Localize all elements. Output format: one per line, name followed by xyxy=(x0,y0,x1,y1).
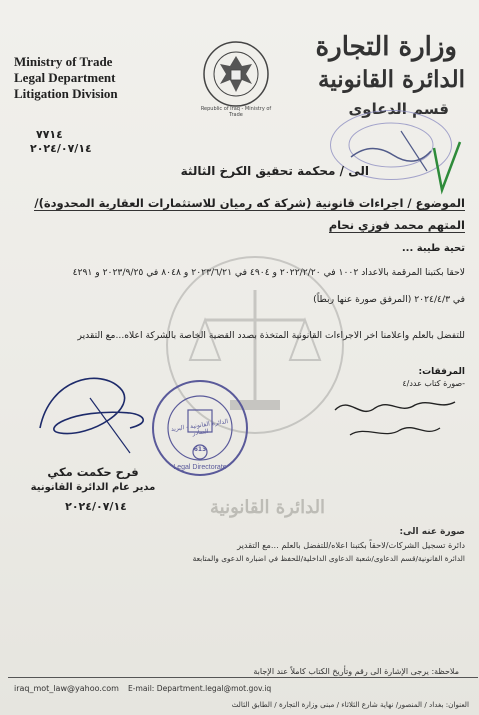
recipient-line: الى / محكمة تحقيق الكرخ الثالثة xyxy=(180,164,369,178)
stamp-text-ar: الدائرة القانونية - البريد الصادر xyxy=(170,418,229,438)
reference-date: ٢٠٢٤/٠٧/١٤ xyxy=(30,142,92,155)
department-name-en: Legal Department xyxy=(14,70,116,85)
subject-line xyxy=(15,192,465,236)
ministry-name-ar: وزارة التجارة xyxy=(315,32,457,62)
attachments-label: المرفقات: xyxy=(418,367,465,377)
body-line-2: في ٢٠٢٤/٤/٣ (المرفق صورة عنها ربطاً) xyxy=(313,294,465,305)
copies-label: صورة عنه الى: xyxy=(399,527,465,537)
department-name-ar: الدائرة القانونية xyxy=(317,66,465,93)
footer-address: العنوان: بغداد / المنصور/ نهاية شارع الثلاثاء / مبنى وزارة التجارة / الطابق الثالث xyxy=(231,700,469,709)
green-checkmark-icon xyxy=(432,138,462,198)
footer-email-yahoo: iraq_mot_law@yahoo.com xyxy=(14,684,119,693)
eagle-emblem-icon xyxy=(202,40,270,108)
stamp-number: 613 xyxy=(193,446,207,453)
stamp-text-en: Legal Directorate xyxy=(173,464,227,471)
attachments-item: -صورة كتاب عدد/٤ xyxy=(402,379,465,388)
reference-number: ٧٧١٤ xyxy=(36,128,63,141)
handwritten-signature-left-icon xyxy=(30,358,160,458)
emblem-caption: Republic of Iraq - Ministry of Trade xyxy=(200,106,272,118)
footer-email-gov: E-mail: Department.legal@mot.gov.iq xyxy=(128,684,272,693)
outgoing-mail-stamp xyxy=(150,378,250,478)
ministry-name-en: Ministry of Trade xyxy=(14,54,113,69)
signatory-title: مدير عام الدائرة القانونية xyxy=(30,482,156,493)
copies-item-2: الدائرة القانونية/قسم الدعاوى/شعبة الدعاوى الداخلية/للحفظ في اضبارة الدعوى والمتابعة xyxy=(192,554,465,563)
department-watermark: الدائرة القانونية xyxy=(210,497,326,518)
division-name-ar: قسم الدعاوى xyxy=(348,100,449,118)
english-header xyxy=(14,54,118,102)
body-line-1: لاحقا بكتبنا المرقمة بالاعداد ١٠٠٢ في ٢٠٢٢/٢/٢٠ و ٤٩٠٤ في ٢٠٢٣/٦/٢١ و ٨٠٤٨ في ٢٠٢٣/٩/٢٥ و ٤٢٩١ xyxy=(72,267,465,278)
copies-item-1: دائرة تسجيل الشركات/لاحقاً بكتبنا اعلاه/للتفضل بالعلم ...مع التقدير xyxy=(237,540,465,550)
footer-divider xyxy=(8,677,478,678)
body-line-3: للتفضل بالعلم واعلامنا اخر الاجراءات القانونية المتخذة بصدد القضية الخاصة بالشركة اعلاه...مع التقدير xyxy=(77,330,465,341)
handwritten-signature-right-icon xyxy=(330,390,460,450)
division-name-en: Litigation Division xyxy=(14,86,118,101)
subject-text: الموضوع / اجراءات قانونية (شركة كه رميان للاستثمارات العقارية المحدودة)/المتهم محمد فوزي نحام xyxy=(34,196,465,232)
signatory-name: فرح حكمت مكي xyxy=(47,465,139,479)
greeting: تحية طيبة ... xyxy=(401,243,465,254)
signature-date: ٢٠٢٤/٠٧/١٤ xyxy=(65,500,127,513)
ministry-emblem xyxy=(200,40,272,118)
footer-note: ملاحظة: يرجى الإشارة الى رقم وتأريخ الكتاب كاملاً عند الإجابة xyxy=(253,667,459,676)
